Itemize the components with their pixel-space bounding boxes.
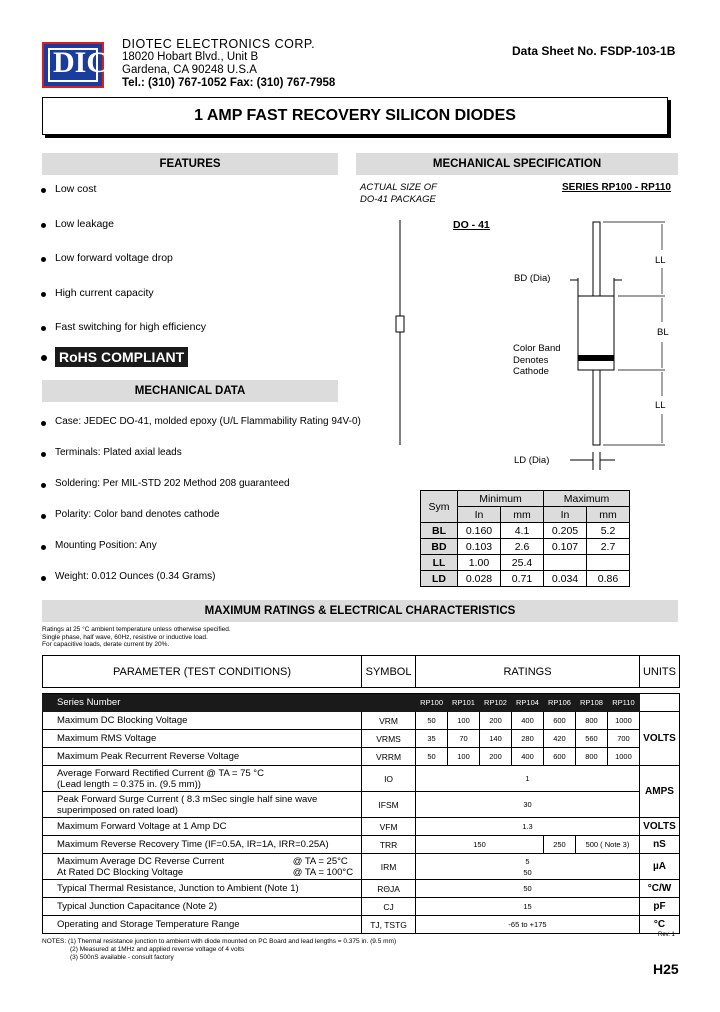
mechanical-data-heading: MECHANICAL DATA <box>42 380 338 402</box>
dimension-table: Sym Minimum Maximum In mm In mm BL 0.160 4.1 0.205 5.2 BD 0.103 2.6 0.107 2.7 LL 1.00 25.4 LD 0.028 0.71 0.034 0.86 <box>420 490 630 587</box>
minimum-header: Minimum <box>458 491 544 507</box>
mech-data-item: Weight: 0.012 Ounces (0.34 Grams) <box>55 571 215 582</box>
footer-notes: NOTES: (1) Thermal resistance junction to ambient with diode mounted on PC Board and lead lengths = 0.375 in. (9.5 mm) (2) Measured at 1MHz and applied reverse voltage of 4 volts (3) 500nS available - consult factory <box>42 938 397 961</box>
bullet-icon <box>41 355 47 361</box>
mechanical-spec-heading: MECHANICAL SPECIFICATION <box>356 153 678 175</box>
sym-header: Sym <box>421 491 458 523</box>
features-heading: FEATURES <box>42 153 338 175</box>
maximum-header: Maximum <box>544 491 630 507</box>
page-title: 1 AMP FAST RECOVERY SILICON DIODES <box>42 97 668 135</box>
ratings-header: RATINGS <box>416 656 640 688</box>
table-row: Maximum Peak Recurrent Reverse Voltage VRRM 50 100 200 400 600 800 1000 <box>43 748 680 766</box>
actual-size-note: ACTUAL SIZE OF DO-41 PACKAGE <box>360 182 437 205</box>
symbol-header: SYMBOL <box>362 656 416 688</box>
color-band-label: Color Band Denotes Cathode <box>513 343 561 377</box>
bd-label: BD (Dia) <box>514 273 551 284</box>
mech-data-item: Mounting Position: Any <box>55 540 157 551</box>
param-header: PARAMETER (TEST CONDITIONS) <box>43 656 362 688</box>
table-row: Operating and Storage Temperature Range TJ, TSTG -65 to +175 °C <box>43 916 680 934</box>
table-row: Average Forward Rectified Current @ TA = 75 °C (Lead length = 0.375 in. (9.5 mm)) IO 1 AMPS <box>43 766 680 792</box>
table-row: Maximum DC Blocking Voltage VRM 50 100 200 400 600 800 1000 VOLTS <box>43 712 680 730</box>
feature-item: High current capacity <box>55 287 154 299</box>
feature-item: Low forward voltage drop <box>55 252 173 264</box>
company-phone: Tel.: (310) 767-1052 Fax: (310) 767-7958 <box>122 77 336 89</box>
page-code: H25 <box>653 961 679 977</box>
table-row: Maximum Forward Voltage at 1 Amp DC VFM 1.3 VOLTS <box>43 818 680 836</box>
table-row: BL 0.160 4.1 0.205 5.2 <box>421 523 630 539</box>
revision-code: Rev. 1 <box>658 932 675 938</box>
mech-data-item: Soldering: Per MIL-STD 202 Method 208 guaranteed <box>55 478 290 489</box>
mech-data-item: Case: JEDEC DO-41, molded epoxy (U/L Flammability Rating 94V-0) <box>55 416 361 427</box>
feature-item: Low leakage <box>55 218 114 230</box>
table-row: LL 1.00 25.4 <box>421 555 630 571</box>
ll-top-label: LL <box>655 255 666 266</box>
table-row: LD 0.028 0.71 0.034 0.86 <box>421 571 630 587</box>
company-address-2: Gardena, CA 90248 U.S.A <box>122 64 257 76</box>
ld-label: LD (Dia) <box>514 455 550 466</box>
ll-bottom-label: LL <box>655 400 666 411</box>
ratings-notes: Ratings at 25 °C ambient temperature unless otherwise specified. Single phase, half wave, 60Hz, resistive or inductive load. For capacitive loads, derate current by 20%. <box>42 626 231 648</box>
package-label: DO - 41 <box>453 219 490 231</box>
series-label: SERIES RP100 - RP110 <box>562 182 671 193</box>
series-row: Series Number RP100 RP101 RP102 RP104 RP106 RP108 RP110 <box>43 694 680 712</box>
mech-data-item: Polarity: Color band denotes cathode <box>55 509 220 520</box>
feature-item: Fast switching for high efficiency <box>55 321 206 333</box>
table-row: Maximum Reverse Recovery Time (IF=0.5A, IR=1A, IRR=0.25A) TRR 150 250 500 ( Note 3) nS <box>43 836 680 854</box>
feature-item: Low cost <box>55 183 96 195</box>
company-info <box>122 38 335 90</box>
table-row: Typical Thermal Resistance, Junction to Ambient (Note 1) RΘJA 50 °C/W <box>43 880 680 898</box>
table-row: Peak Forward Surge Current ( 8.3 mSec single half sine wave superimposed on rated load) IFSM 30 <box>43 792 680 818</box>
units-header: UNITS <box>639 656 679 688</box>
rohs-badge: RoHS COMPLIANT <box>55 347 188 367</box>
table-row: Typical Junction Capacitance (Note 2) CJ 15 pF <box>43 898 680 916</box>
logo-text: DIC <box>53 46 109 79</box>
table-row: Maximum RMS Voltage VRMS 35 70 140 280 420 560 700 <box>43 730 680 748</box>
bl-label: BL <box>657 327 669 338</box>
actual-size-diode-drawing <box>390 220 410 450</box>
company-address-1: 18020 Hobart Blvd., Unit B <box>122 51 259 63</box>
company-name: DIOTEC ELECTRONICS CORP. <box>122 37 316 51</box>
mech-data-item: Terminals: Plated axial leads <box>55 447 182 458</box>
table-row: Maximum Average DC Reverse Current At Rated DC Blocking Voltage @ TA = 25°C @ TA = 100°C IRM 5 50 µA <box>43 854 680 880</box>
table-row: BD 0.103 2.6 0.107 2.7 <box>421 539 630 555</box>
company-logo <box>42 42 109 88</box>
ratings-heading: MAXIMUM RATINGS & ELECTRICAL CHARACTERISTICS <box>42 600 678 622</box>
ratings-table <box>42 655 680 934</box>
datasheet-number: Data Sheet No. FSDP-103-1B <box>512 44 676 58</box>
